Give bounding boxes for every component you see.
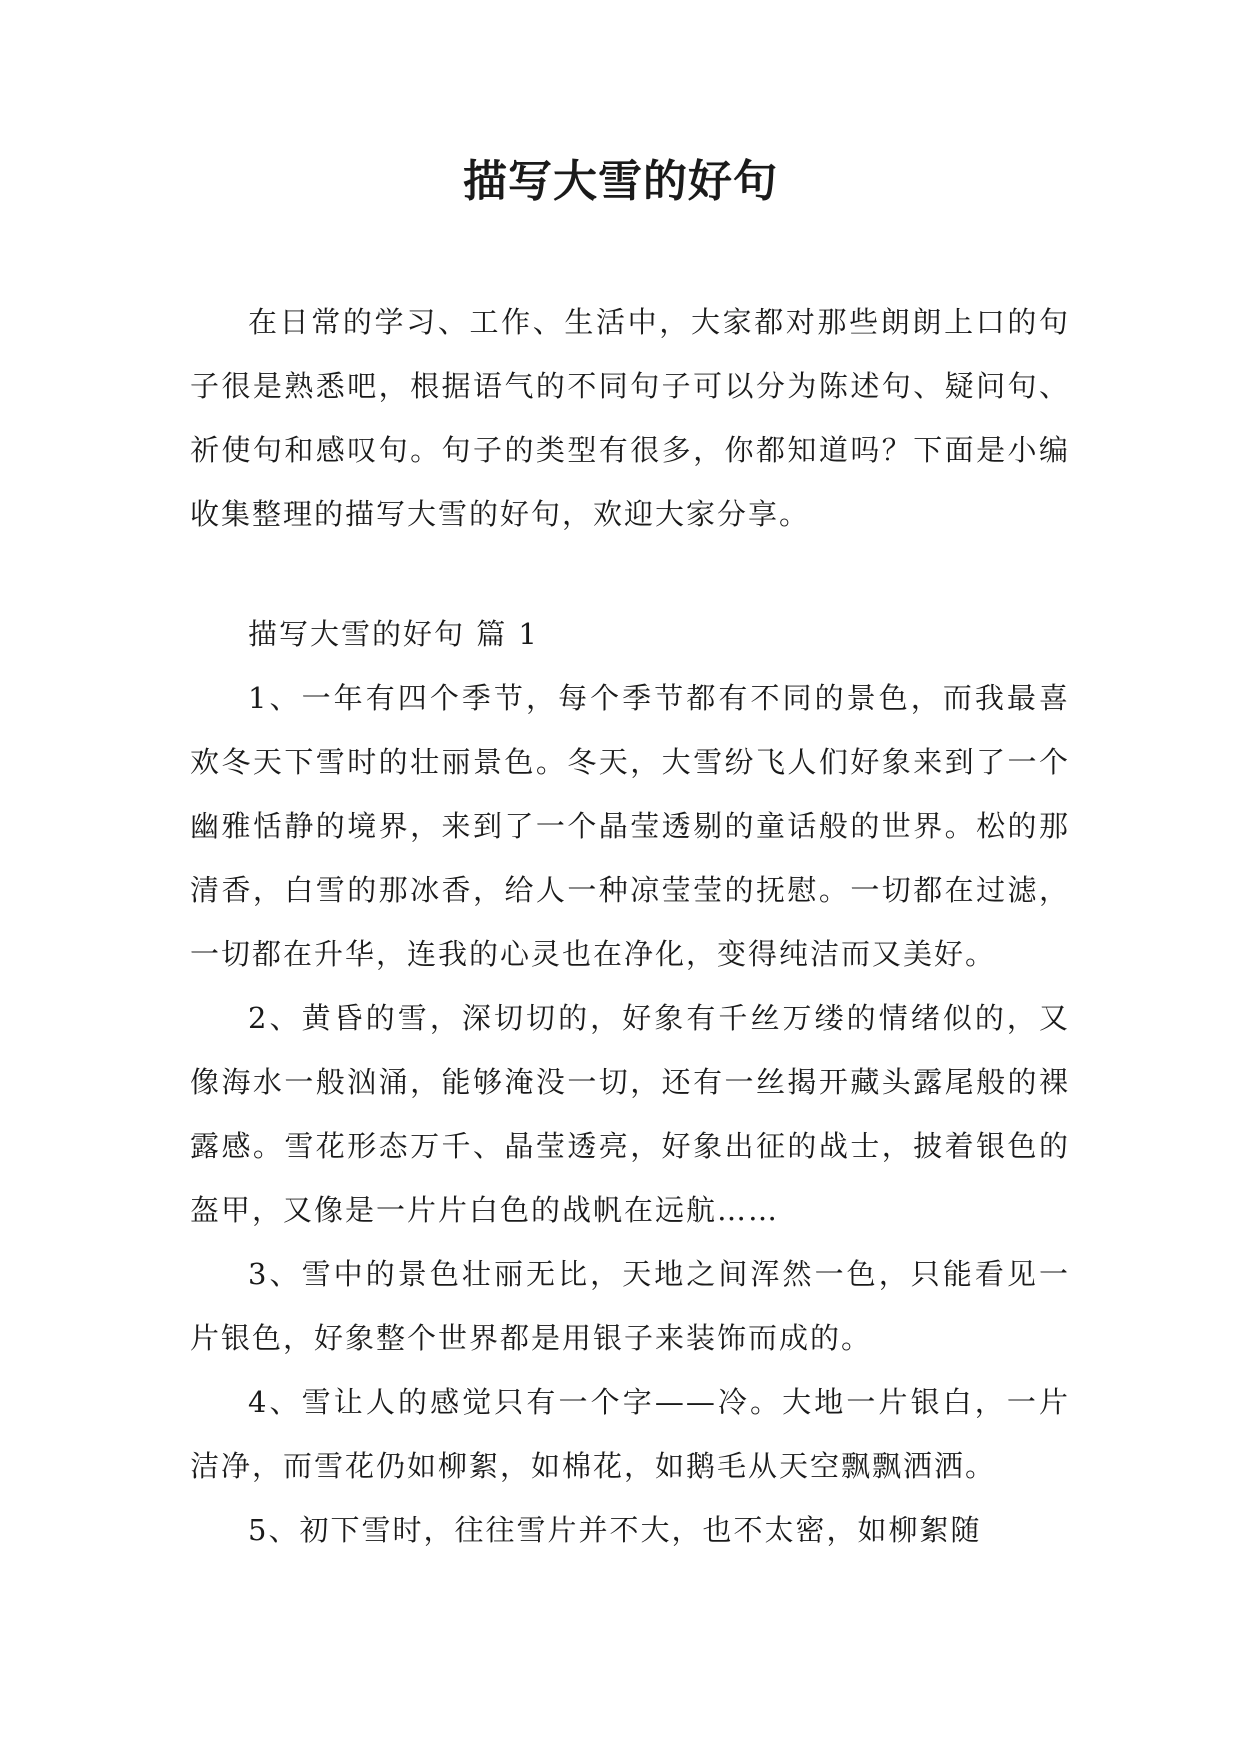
list-item: 4、雪让人的感觉只有一个字——冷。大地一片银白，一片洁净，而雪花仍如柳絮，如棉花，如鹅毛从天空飘飘洒洒。	[190, 1385, 1070, 1483]
document-title: 描写大雪的好句	[463, 156, 778, 207]
list-item: 1、一年有四个季节，每个季节都有不同的景色，而我最喜欢冬天下雪时的壮丽景色。冬天，大雪纷飞人们好象来到了一个幽雅恬静的境界，来到了一个晶莹透剔的童话般的世界。松的那清香，白雪的那冰香，给人一种凉莹莹的抚慰。一切都在过滤，一切都在升华，连我的心灵也在净化，变得纯洁而又美好。	[190, 681, 1070, 971]
section-heading: 描写大雪的好句 篇 1	[248, 617, 539, 651]
list-item: 5、初下雪时，往往雪片并不大，也不太密，如柳絮随	[248, 1513, 982, 1547]
list-item: 3、雪中的景色壮丽无比，天地之间浑然一色，只能看见一片银色，好象整个世界都是用银子来装饰而成的。	[190, 1257, 1070, 1355]
document-body	[190, 290, 1070, 1562]
intro-paragraph: 在日常的学习、工作、生活中，大家都对那些朗朗上口的句子很是熟悉吧，根据语气的不同句子可以分为陈述句、疑问句、祈使句和感叹句。句子的类型有很多，你都知道吗？下面是小编收集整理的描写大雪的好句，欢迎大家分享。	[190, 305, 1070, 531]
list-item: 2、黄昏的雪，深切切的，好象有千丝万缕的情绪似的，又像海水一般汹涌，能够淹没一切，还有一丝揭开藏头露尾般的裸露感。雪花形态万千、晶莹透亮，好象出征的战士，披着银色的盔甲，又像是一片片白色的战帆在远航……	[190, 1001, 1070, 1227]
